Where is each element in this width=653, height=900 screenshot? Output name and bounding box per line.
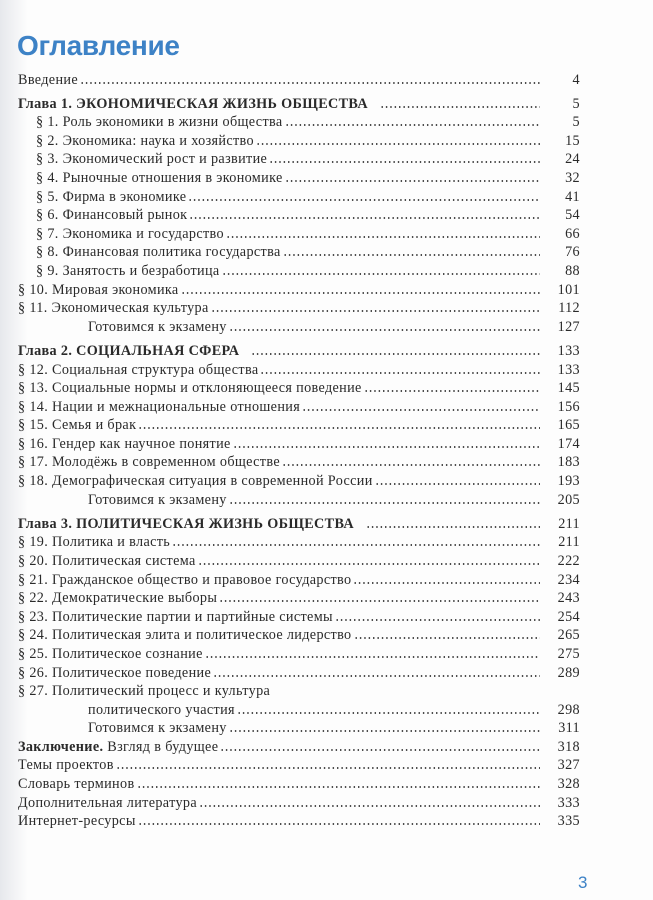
toc-entry — [18, 812, 580, 831]
dot-leader — [237, 711, 540, 715]
toc-entry — [18, 243, 580, 262]
toc-entry-title — [18, 571, 353, 589]
toc-page-number: 211 — [558, 515, 580, 532]
toc-entry — [18, 626, 580, 645]
dot-leader — [219, 599, 540, 603]
toc-entry-label: § 26. Политическое поведение — [18, 664, 212, 681]
toc-entry-label: § 18. Демографическая ситуация в современной России — [18, 473, 373, 490]
dot-leader — [260, 371, 540, 375]
dot-leader — [198, 562, 540, 566]
toc-page-number: 205 — [557, 491, 580, 508]
toc-entry-label: § 12. Социальная структура общества — [18, 361, 259, 378]
toc-entry-title — [18, 756, 116, 774]
toc-entry-label: § 23. Политические партии и партийные системы — [18, 608, 333, 625]
dot-leader — [188, 198, 540, 202]
toc-entry-title — [18, 379, 364, 397]
toc-page-number: 133 — [557, 361, 580, 378]
toc-entry-label: § 21. Гражданское общество и правовое государство — [18, 571, 352, 588]
toc-page-number: 311 — [558, 720, 580, 737]
dot-leader — [251, 352, 540, 356]
dot-leader — [302, 408, 540, 412]
toc-entry-title — [18, 95, 370, 113]
toc-entry-title — [18, 608, 335, 626]
dot-leader — [222, 272, 540, 276]
toc-entry — [18, 317, 580, 336]
toc-page-number: 41 — [565, 188, 580, 205]
toc-entry-label: § 19. Политика и власть — [18, 534, 171, 551]
toc-entry — [18, 607, 580, 626]
toc-entry-title — [18, 299, 211, 317]
toc-entry — [18, 774, 580, 793]
table-of-contents — [18, 70, 580, 830]
toc-entry-title — [36, 206, 189, 224]
toc-entry — [18, 224, 580, 243]
dot-leader — [380, 105, 540, 109]
toc-entry-title — [18, 812, 138, 830]
dot-leader — [354, 636, 541, 640]
toc-entry-title — [18, 738, 220, 756]
toc-entry — [18, 299, 580, 318]
toc-entry-title — [36, 188, 188, 206]
toc-entry-title — [18, 552, 198, 570]
toc-page-number: 335 — [557, 813, 580, 830]
dot-leader — [285, 123, 540, 127]
toc-entry — [18, 280, 580, 299]
toc-chapter-entry — [18, 514, 580, 533]
toc-entry — [18, 187, 580, 206]
dot-leader — [189, 216, 540, 220]
toc-entry — [18, 131, 580, 150]
toc-entry — [18, 644, 580, 663]
toc-page-number: 156 — [557, 398, 580, 415]
toc-entry — [18, 756, 580, 775]
toc-entry-label: § 3. Экономический рост и развитие — [36, 151, 268, 168]
toc-entry — [18, 168, 580, 187]
toc-entry-label: Интернет-ресурсы — [18, 813, 136, 830]
toc-page-number: 5 — [572, 114, 580, 131]
toc-entry-label: § 6. Финансовый рынок — [36, 207, 188, 224]
toc-entry-label: § 10. Мировая экономика — [18, 281, 179, 298]
toc-entry-label: § 22. Демократические выборы — [18, 590, 218, 607]
toc-entry — [18, 416, 580, 435]
toc-page-number: 76 — [565, 244, 580, 261]
toc-entry-title — [18, 775, 137, 793]
toc-entry-title — [18, 71, 80, 89]
toc-chapter-entry — [18, 94, 580, 113]
toc-entry — [18, 150, 580, 169]
toc-entry-title — [36, 225, 226, 243]
toc-entry-title — [36, 243, 283, 261]
toc-entry — [18, 793, 580, 812]
toc-page-number: 101 — [557, 281, 580, 298]
toc-entry — [18, 70, 580, 89]
toc-entry — [18, 533, 580, 552]
toc-entry — [18, 589, 580, 608]
toc-entry-label: § 17. Молодёжь в современном обществе — [18, 454, 280, 471]
toc-page-number: 193 — [557, 473, 580, 490]
dot-leader — [211, 309, 540, 313]
dot-leader — [364, 389, 540, 393]
toc-entry-title — [18, 626, 354, 644]
toc-entry — [18, 551, 580, 570]
dot-leader — [335, 618, 540, 622]
toc-entry-title — [18, 361, 260, 379]
toc-page-number: 289 — [557, 664, 580, 681]
dot-leader — [283, 253, 540, 257]
dot-leader — [226, 235, 540, 239]
toc-entry — [18, 700, 580, 719]
dot-leader — [256, 142, 540, 146]
dot-leader — [233, 445, 540, 449]
toc-entry-title — [88, 491, 229, 509]
toc-page-number: 24 — [565, 151, 580, 168]
toc-entry-title — [18, 435, 233, 453]
toc-page-number: 174 — [557, 435, 580, 452]
dot-leader — [353, 581, 540, 585]
dot-leader — [199, 804, 540, 808]
toc-page-number: 183 — [557, 454, 580, 471]
dot-leader — [285, 179, 540, 183]
dot-leader — [229, 729, 540, 733]
toc-entry-title — [18, 794, 199, 812]
toc-entry-bold-title: Глава 3. ПОЛИТИЧЕСКАЯ ЖИЗНЬ ОБЩЕСТВА — [18, 515, 354, 532]
toc-page-number: 66 — [565, 225, 580, 242]
toc-entry-label: § 1. Роль экономики в жизни общества — [36, 114, 283, 131]
dot-leader — [138, 822, 540, 826]
toc-entry — [18, 570, 580, 589]
toc-entry-title — [36, 113, 285, 131]
dot-leader — [137, 785, 541, 789]
toc-entry-label: § 16. Гендер как научное понятие — [18, 435, 231, 452]
toc-page-number: 234 — [557, 571, 580, 588]
dot-leader — [269, 160, 540, 164]
toc-entry-label: § 4. Рыночные отношения в экономике — [36, 170, 283, 187]
toc-entry-bold-title: Глава 2. СОЦИАЛЬНАЯ СФЕРА — [18, 342, 240, 359]
toc-entry — [18, 379, 580, 398]
toc-entry-label: Дополнительная литература — [18, 794, 197, 811]
toc-entry-title — [36, 262, 222, 280]
toc-entry-title — [88, 318, 229, 336]
toc-page-number: 318 — [557, 738, 580, 755]
dot-leader — [229, 328, 540, 332]
page-number: 3 — [578, 873, 588, 892]
dot-leader — [172, 543, 540, 547]
toc-page-number: 243 — [557, 590, 580, 607]
toc-entry — [18, 737, 580, 756]
toc-page-number: 4 — [572, 71, 580, 88]
dot-leader — [220, 748, 540, 752]
toc-entry — [18, 434, 580, 453]
toc-entry — [18, 682, 580, 701]
toc-entry-label: § 9. Занятость и безработица — [36, 263, 220, 280]
toc-page-number: 88 — [565, 263, 580, 280]
toc-entry — [18, 490, 580, 509]
dot-leader — [282, 463, 540, 467]
page-title: Оглавление — [17, 30, 180, 61]
toc-page-number: 54 — [565, 207, 580, 224]
toc-page-number: 211 — [558, 534, 580, 551]
toc-entry-label: § 24. Политическая элита и политическое лидерство — [18, 627, 352, 644]
toc-entry-title — [36, 132, 256, 150]
toc-entry-label: Взгляд в будущее — [103, 738, 219, 755]
dot-leader — [138, 426, 540, 430]
toc-page-number: 127 — [557, 318, 580, 335]
toc-entry — [18, 113, 580, 132]
toc-page-number: 145 — [557, 380, 580, 397]
toc-page-number: 265 — [557, 627, 580, 644]
toc-entry — [18, 471, 580, 490]
toc-entry-label: Темы проектов — [18, 757, 114, 774]
toc-entry-label: Готовимся к экзамену — [88, 318, 227, 335]
toc-entry-label: § 5. Фирма в экономике — [36, 188, 187, 205]
toc-page-number: 222 — [557, 552, 580, 569]
toc-entry-title — [18, 664, 213, 682]
toc-entry — [18, 360, 580, 379]
toc-page-number: 328 — [557, 776, 580, 793]
toc-entry-label: Готовимся к экзамену — [88, 491, 227, 508]
toc-entry-label: политического участия — [88, 701, 235, 718]
toc-entry-label: § 8. Финансовая политика государства — [36, 244, 281, 261]
toc-entry-label: § 13. Социальные нормы и отклоняющееся поведение — [18, 380, 362, 397]
toc-entry-title — [18, 472, 375, 490]
toc-entry-label: § 2. Экономика: наука и хозяйство — [36, 132, 254, 149]
toc-entry-label: § 20. Политическая система — [18, 552, 196, 569]
toc-entry-title — [18, 682, 272, 700]
toc-page-number: 333 — [557, 794, 580, 811]
dot-leader — [80, 81, 540, 85]
toc-entry-label: § 7. Экономика и государство — [36, 225, 224, 242]
toc-entry — [18, 397, 580, 416]
toc-entry-title — [18, 589, 219, 607]
toc-entry — [18, 453, 580, 472]
toc-entry — [18, 663, 580, 682]
toc-entry-title — [18, 533, 172, 551]
toc-page-number: 298 — [557, 701, 580, 718]
toc-entry — [18, 206, 580, 225]
toc-entry-label: Словарь терминов — [18, 776, 135, 793]
dot-leader — [375, 482, 540, 486]
toc-page-number: 5 — [572, 95, 580, 112]
toc-entry-title — [88, 719, 229, 737]
toc-entry-title — [18, 398, 302, 416]
dot-leader — [205, 655, 540, 659]
toc-entry — [18, 719, 580, 738]
toc-entry-title — [88, 701, 237, 719]
toc-entry-title — [18, 281, 181, 299]
toc-entry-bold-title: Заключение. — [18, 738, 104, 755]
dot-leader — [229, 501, 540, 505]
dot-leader — [366, 525, 540, 529]
dot-leader — [181, 291, 540, 295]
toc-page-number: 15 — [565, 132, 580, 149]
toc-chapter-entry — [18, 341, 580, 360]
toc-page-number: 254 — [557, 608, 580, 625]
toc-entry — [18, 261, 580, 280]
toc-page-number: 133 — [557, 342, 580, 359]
toc-page-number: 165 — [557, 417, 580, 434]
toc-page-number: 112 — [558, 300, 580, 317]
toc-entry-label: Готовимся к экзамену — [88, 720, 227, 737]
toc-page-number: 327 — [557, 757, 580, 774]
toc-page-number: 32 — [565, 170, 580, 187]
toc-entry-title — [18, 453, 282, 471]
toc-entry-label: § 11. Экономическая культура — [18, 300, 209, 317]
toc-entry-title — [18, 342, 241, 360]
toc-entry-label: Введение — [18, 71, 78, 88]
toc-entry-title — [18, 515, 356, 533]
toc-entry-label: § 15. Семья и брак — [18, 417, 137, 434]
dot-leader — [116, 766, 540, 770]
toc-page-number: 275 — [557, 645, 580, 662]
toc-entry-title — [18, 645, 205, 663]
toc-entry-label: § 27. Политический процесс и культура — [18, 683, 271, 700]
toc-entry-bold-title: Глава 1. ЭКОНОМИЧЕСКАЯ ЖИЗНЬ ОБЩЕСТВА — [18, 95, 368, 112]
toc-entry-label: § 25. Политическое сознание — [18, 645, 203, 662]
toc-entry-title — [18, 416, 138, 434]
toc-entry-title — [36, 169, 285, 187]
dot-leader — [213, 674, 540, 678]
toc-entry-title — [36, 150, 269, 168]
toc-entry-label: § 14. Нации и межнациональные отношения — [18, 398, 301, 415]
